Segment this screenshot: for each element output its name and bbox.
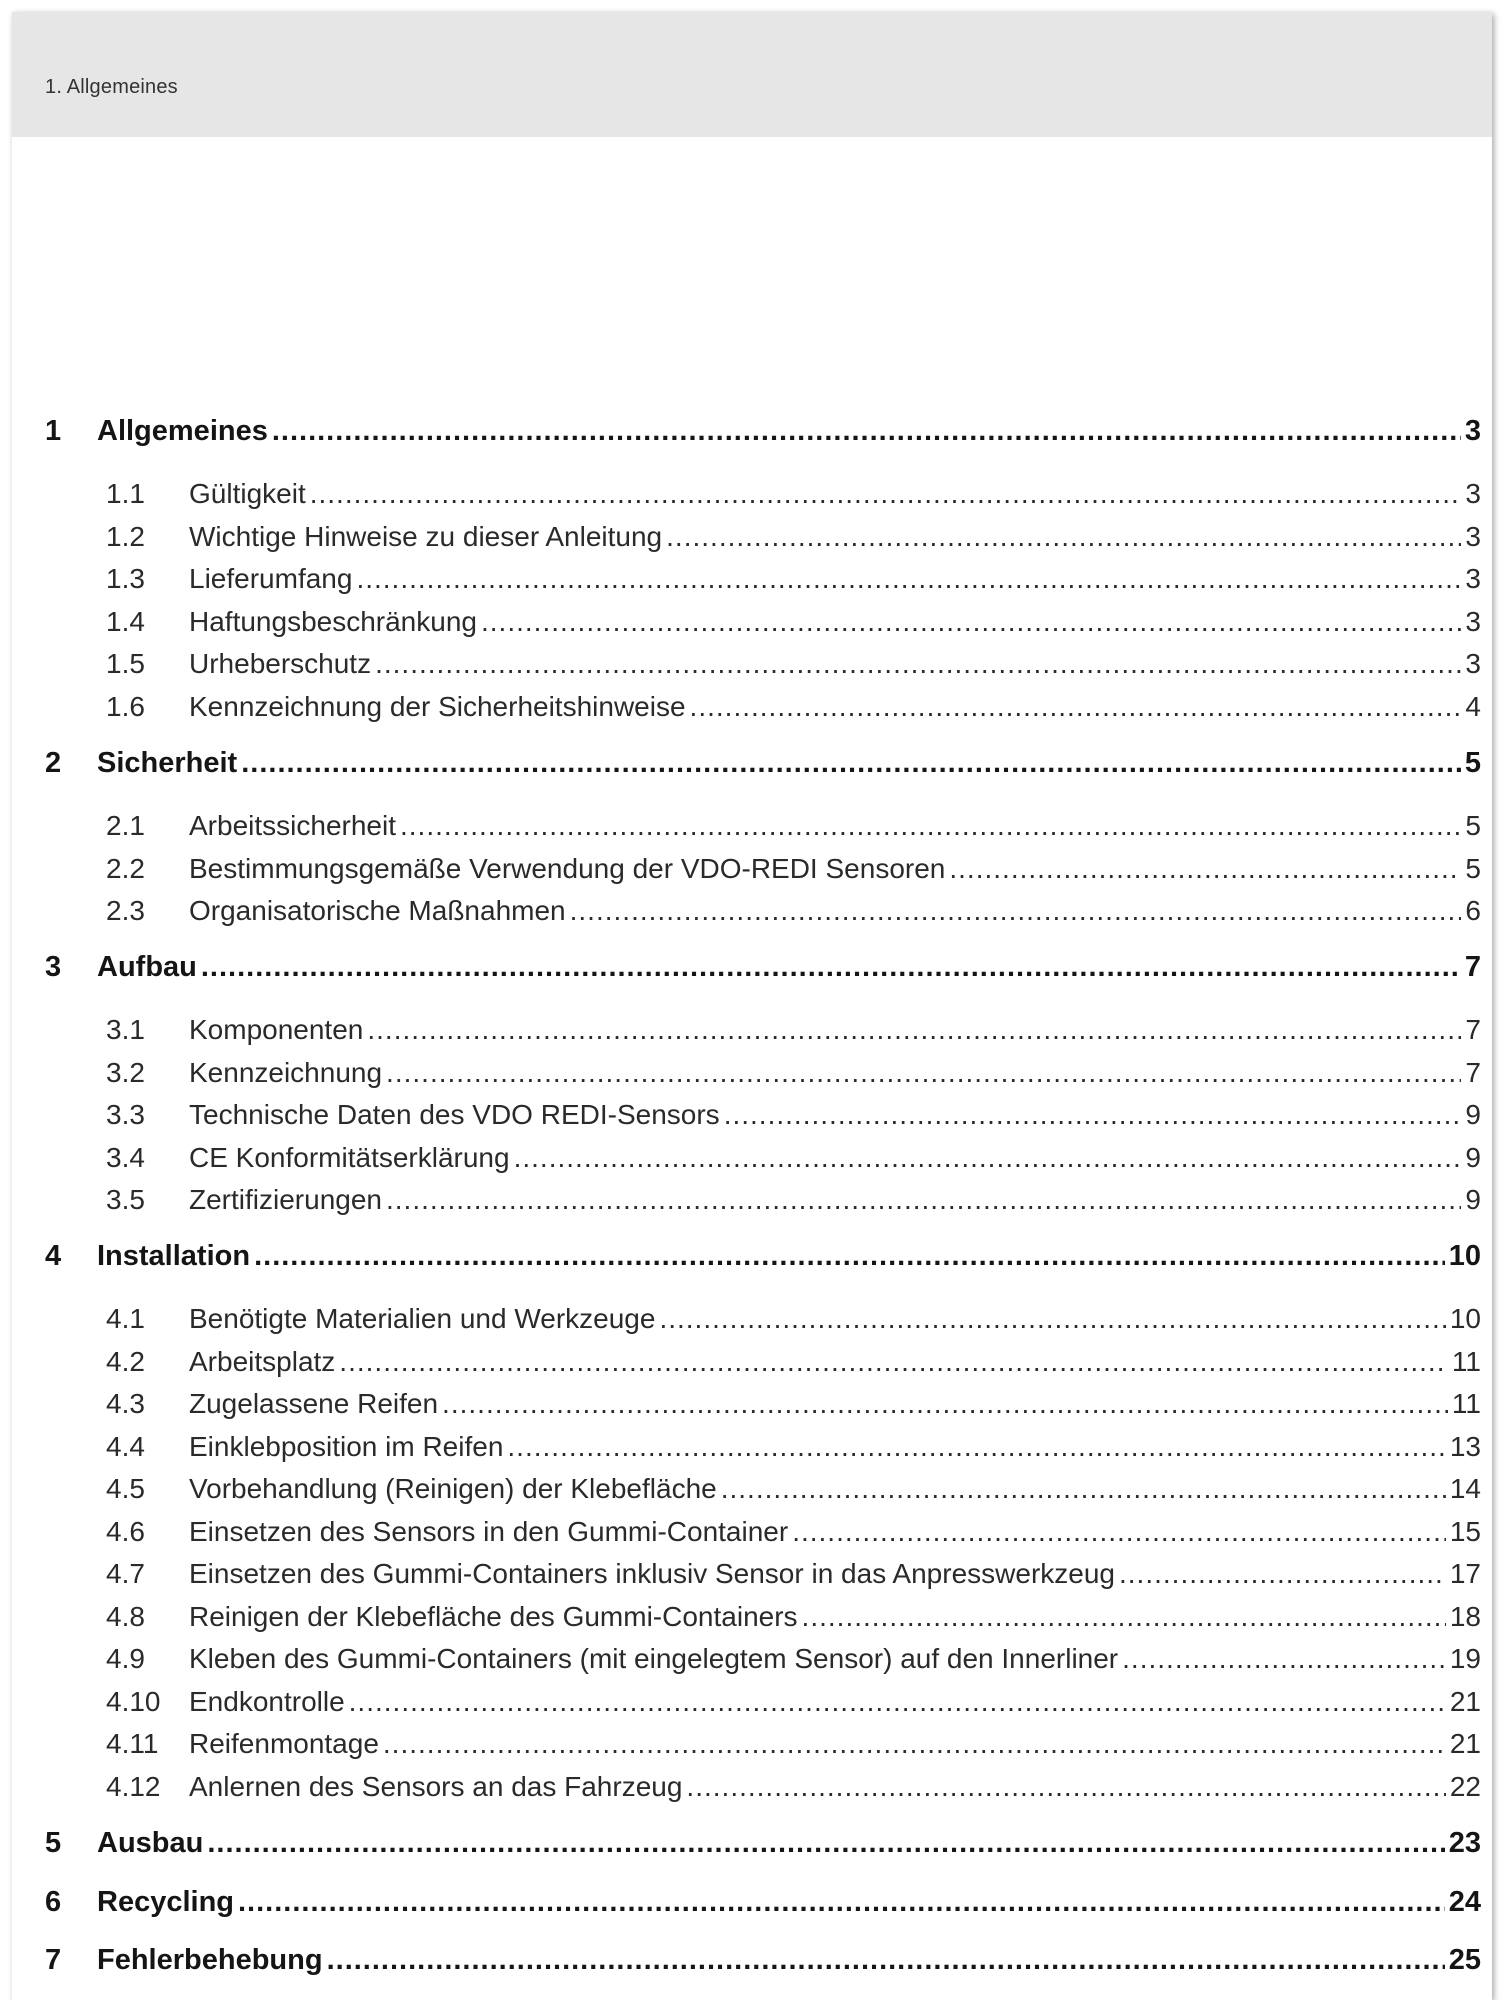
toc-dot-leader	[254, 1240, 1445, 1273]
toc-dot-leader	[201, 951, 1461, 984]
toc-dot-leader	[570, 895, 1462, 927]
toc-entry-number: 3.2	[106, 1057, 145, 1088]
toc-dot-leader	[442, 1388, 1448, 1420]
toc-entry-section[interactable]	[106, 1643, 1481, 1683]
toc-entry-title: Reinigen der Klebefläche des Gummi-Containers	[189, 1601, 798, 1632]
toc-dot-leader	[272, 415, 1461, 448]
toc-entry-page: 14	[1449, 1473, 1481, 1504]
toc-entry-section[interactable]	[106, 1014, 1481, 1054]
toc-entry-number: 3.3	[106, 1099, 145, 1130]
toc-entry-number: 4.3	[106, 1388, 145, 1419]
toc-entry-title: Reifenmontage	[189, 1728, 379, 1759]
toc-entry-number: 1.6	[106, 691, 145, 722]
toc-entry-page: 9	[1465, 1184, 1481, 1215]
toc-entry-section[interactable]	[106, 1346, 1481, 1386]
toc-entry-section[interactable]	[106, 1431, 1481, 1471]
toc-entry-section[interactable]	[106, 1771, 1481, 1811]
toc-entry-section[interactable]	[106, 853, 1481, 893]
toc-entry-page: 3	[1465, 478, 1481, 509]
toc-entry-number: 1.2	[106, 521, 145, 552]
toc-dot-leader	[802, 1601, 1446, 1633]
toc-dot-leader	[207, 1827, 1444, 1860]
toc-entry-chapter[interactable]	[45, 1886, 1481, 1926]
toc-entry-title: Urheberschutz	[189, 648, 372, 679]
toc-entry-number: 5	[45, 1827, 62, 1859]
toc-entry-page: 15	[1449, 1516, 1481, 1547]
toc-entry-page: 17	[1449, 1558, 1481, 1589]
toc-entry-section[interactable]	[106, 1184, 1481, 1224]
toc-entry-number: 4	[45, 1240, 62, 1272]
toc-dot-leader	[1119, 1558, 1446, 1590]
toc-entry-section[interactable]	[106, 648, 1481, 688]
toc-dot-leader	[481, 606, 1461, 638]
toc-entry-section[interactable]	[106, 1303, 1481, 1343]
toc-entry-number: 4.9	[106, 1643, 145, 1674]
toc-entry-number: 3.5	[106, 1184, 145, 1215]
toc-entry-title: Installation	[97, 1240, 251, 1272]
toc-entry-section[interactable]	[106, 691, 1481, 731]
toc-entry-title: Technische Daten des VDO REDI-Sensors	[189, 1099, 720, 1130]
toc-entry-page: 19	[1449, 1643, 1481, 1674]
toc-dot-leader	[659, 1303, 1445, 1335]
toc-entry-number: 1	[45, 415, 62, 447]
toc-entry-page: 9	[1465, 1099, 1481, 1130]
toc-entry-page: 24	[1448, 1886, 1481, 1918]
toc-entry-page: 9	[1465, 1142, 1481, 1173]
toc-entry-page: 3	[1465, 521, 1481, 552]
toc-entry-title: Organisatorische Maßnahmen	[189, 895, 566, 926]
toc-dot-leader	[666, 521, 1461, 553]
toc-entry-section[interactable]	[106, 1686, 1481, 1726]
toc-entry-section[interactable]	[106, 1057, 1481, 1097]
toc-entry-title: Einsetzen des Gummi-Containers inklusiv Sensor in das Anpresswerkzeug	[189, 1558, 1115, 1589]
toc-entry-section[interactable]	[106, 1473, 1481, 1513]
toc-entry-title: Endkontrolle	[189, 1686, 345, 1717]
toc-entry-title: Kennzeichnung	[189, 1057, 383, 1088]
toc-entry-number: 1.4	[106, 606, 145, 637]
toc-entry-chapter[interactable]	[45, 1944, 1481, 1984]
toc-dot-leader	[356, 563, 1461, 595]
toc-entry-page: 5	[1464, 747, 1481, 779]
toc-entry-section[interactable]	[106, 478, 1481, 518]
toc-entry-title: Aufbau	[97, 951, 197, 983]
toc-entry-page: 11	[1451, 1388, 1481, 1419]
toc-entry-section[interactable]	[106, 1099, 1481, 1139]
toc-entry-page: 5	[1465, 810, 1481, 841]
toc-dot-leader	[514, 1142, 1462, 1174]
toc-entry-page: 21	[1449, 1728, 1481, 1759]
toc-entry-section[interactable]	[106, 1558, 1481, 1598]
toc-entry-number: 3.1	[106, 1014, 145, 1045]
toc-dot-leader	[949, 853, 1461, 885]
toc-entry-title: Bestimmungsgemäße Verwendung der VDO-REDI Sensoren	[189, 853, 946, 884]
toc-dot-leader	[724, 1099, 1462, 1131]
toc-entry-section[interactable]	[106, 1388, 1481, 1428]
toc-entry-section[interactable]	[106, 521, 1481, 561]
toc-entry-page: 10	[1448, 1240, 1481, 1272]
toc-entry-number: 2.3	[106, 895, 145, 926]
toc-entry-page: 23	[1448, 1827, 1481, 1859]
toc-entry-section[interactable]	[106, 1601, 1481, 1641]
toc-entry-page: 21	[1449, 1686, 1481, 1717]
toc-entry-number: 4.5	[106, 1473, 145, 1504]
toc-entry-number: 1.3	[106, 563, 145, 594]
toc-entry-page: 10	[1449, 1303, 1481, 1334]
toc-entry-number: 4.11	[106, 1728, 159, 1759]
toc-entry-number: 4.2	[106, 1346, 145, 1377]
toc-dot-leader	[690, 691, 1462, 723]
toc-entry-title: Kleben des Gummi-Containers (mit eingelegtem Sensor) auf den Innerliner	[189, 1643, 1119, 1674]
toc-entry-title: Einsetzen des Sensors in den Gummi-Container	[189, 1516, 789, 1547]
toc-entry-title: Ausbau	[97, 1827, 204, 1859]
toc-entry-page: 13	[1449, 1431, 1481, 1462]
toc-entry-number: 2.2	[106, 853, 145, 884]
toc-dot-leader	[238, 1886, 1445, 1919]
toc-entry-section[interactable]	[106, 1516, 1481, 1556]
toc-entry-title: Recycling	[97, 1886, 234, 1918]
toc-dot-leader	[721, 1473, 1446, 1505]
toc-entry-number: 4.1	[106, 1303, 145, 1334]
toc-entry-number: 4.6	[106, 1516, 145, 1547]
toc-entry-page: 3	[1464, 415, 1481, 447]
toc-dot-leader	[386, 1057, 1461, 1089]
toc-entry-title: Wichtige Hinweise zu dieser Anleitung	[189, 521, 663, 552]
toc-dot-leader	[327, 1944, 1445, 1977]
toc-entry-page: 5	[1465, 853, 1481, 884]
toc-entry-section[interactable]	[106, 563, 1481, 603]
toc-entry-number: 1.5	[106, 648, 145, 679]
toc-entry-page: 3	[1465, 606, 1481, 637]
toc-dot-leader	[686, 1771, 1445, 1803]
toc-entry-number: 2	[45, 747, 62, 779]
toc-entry-number: 6	[45, 1886, 62, 1918]
toc-entry-chapter[interactable]	[45, 951, 1481, 991]
toc-entry-page: 7	[1465, 1057, 1481, 1088]
toc-entry-number: 7	[45, 1944, 62, 1976]
toc-entry-page: 3	[1465, 563, 1481, 594]
toc-entry-title: Arbeitssicherheit	[189, 810, 396, 841]
toc-entry-page: 7	[1464, 951, 1481, 983]
toc-dot-leader	[386, 1184, 1461, 1216]
toc-entry-number: 2.1	[106, 810, 145, 841]
toc-dot-leader	[383, 1728, 1446, 1760]
toc-entry-title: Einklebposition im Reifen	[189, 1431, 504, 1462]
toc-entry-title: Gültigkeit	[189, 478, 306, 509]
toc-entry-page: 18	[1449, 1601, 1481, 1632]
toc-entry-title: Komponenten	[189, 1014, 364, 1045]
toc-entry-chapter[interactable]	[45, 415, 1481, 455]
toc-entry-number: 4.4	[106, 1431, 145, 1462]
toc-entry-number: 4.10	[106, 1686, 161, 1717]
toc-entry-chapter[interactable]	[45, 1240, 1481, 1280]
toc-dot-leader	[241, 747, 1461, 780]
toc-entry-page: 25	[1448, 1944, 1481, 1976]
toc-dot-leader	[792, 1516, 1446, 1548]
toc-entry-title: Sicherheit	[97, 747, 238, 779]
toc-entry-page: 11	[1451, 1346, 1481, 1377]
toc-entry-title: CE Konformitätserklärung	[189, 1142, 510, 1173]
toc-dot-leader	[1122, 1643, 1446, 1675]
toc-entry-title: Kennzeichnung der Sicherheitshinweise	[189, 691, 686, 722]
toc-entry-chapter[interactable]	[45, 1827, 1481, 1867]
toc-dot-leader	[367, 1014, 1461, 1046]
toc-entry-number: 1.1	[106, 478, 145, 509]
toc-entry-section[interactable]	[106, 895, 1481, 935]
toc-entry-section[interactable]	[106, 1142, 1481, 1182]
toc-entry-page: 7	[1465, 1014, 1481, 1045]
toc-entry-page: 6	[1465, 895, 1481, 926]
toc-entry-title: Fehlerbehebung	[97, 1944, 323, 1976]
toc-entry-title: Anlernen des Sensors an das Fahrzeug	[189, 1771, 683, 1802]
toc-entry-page: 4	[1465, 691, 1481, 722]
toc-entry-title: Lieferumfang	[189, 563, 353, 594]
toc-entry-chapter[interactable]	[45, 747, 1481, 787]
table-of-contents	[12, 12, 1492, 2000]
running-header-section-label: 1. Allgemeines	[45, 76, 178, 98]
toc-entry-title: Allgemeines	[97, 415, 268, 447]
document-page	[12, 12, 1492, 2000]
toc-entry-number: 4.8	[106, 1601, 145, 1632]
toc-entry-section[interactable]	[106, 606, 1481, 646]
toc-entry-title: Vorbehandlung (Reinigen) der Klebefläche	[189, 1473, 717, 1504]
toc-dot-leader	[507, 1431, 1445, 1463]
toc-entry-section[interactable]	[106, 1728, 1481, 1768]
toc-entry-title: Arbeitsplatz	[189, 1346, 336, 1377]
toc-entry-title: Benötigte Materialien und Werkzeuge	[189, 1303, 656, 1334]
toc-entry-number: 3.4	[106, 1142, 145, 1173]
toc-dot-leader	[339, 1346, 1448, 1378]
toc-entry-title: Haftungsbeschränkung	[189, 606, 477, 637]
toc-dot-leader	[349, 1686, 1446, 1718]
toc-entry-number: 3	[45, 951, 62, 983]
toc-dot-leader	[400, 810, 1461, 842]
toc-dot-leader	[375, 648, 1461, 680]
toc-entry-title: Zugelassene Reifen	[189, 1388, 439, 1419]
toc-dot-leader	[310, 478, 1462, 510]
toc-entry-title: Zertifizierungen	[189, 1184, 382, 1215]
toc-entry-page: 3	[1465, 648, 1481, 679]
toc-entry-number: 4.12	[106, 1771, 161, 1802]
toc-entry-section[interactable]	[106, 810, 1481, 850]
toc-entry-page: 22	[1449, 1771, 1481, 1802]
toc-entry-number: 4.7	[106, 1558, 145, 1589]
